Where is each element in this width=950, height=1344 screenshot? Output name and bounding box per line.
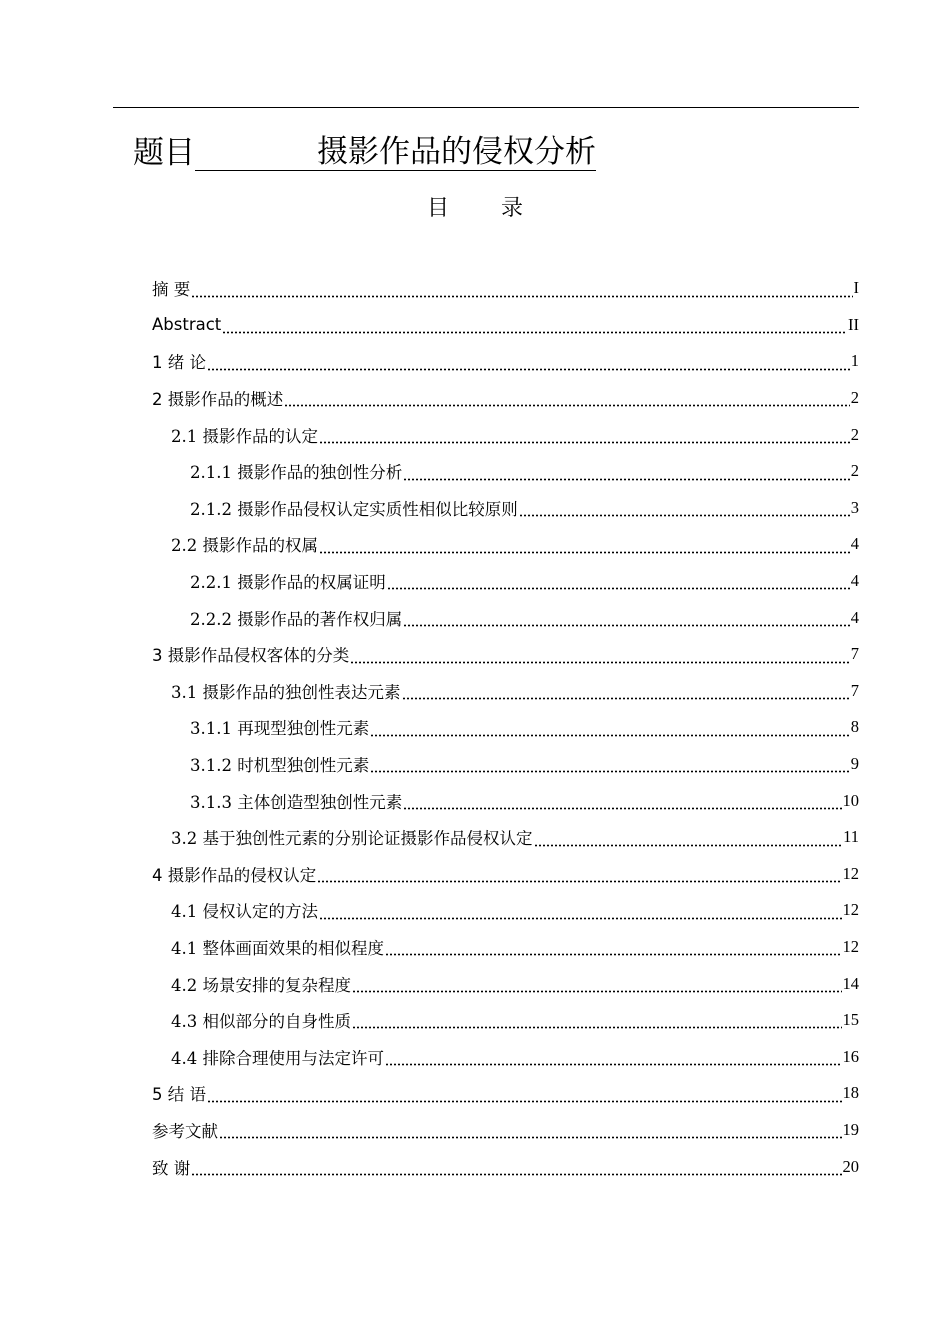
toc-dot-leader (385, 1048, 842, 1066)
toc-entry[interactable] (152, 819, 859, 856)
toc-entry[interactable] (152, 453, 859, 490)
toc-dot-leader (370, 719, 850, 737)
toc-entry-title: 2.1.1 摄影作品的独创性分析 (190, 463, 403, 483)
toc-entry[interactable] (152, 416, 859, 453)
toc-entry-title: 1 绪 论 (152, 353, 206, 373)
toc-dot-leader (191, 1158, 841, 1176)
toc-dot-leader (403, 609, 850, 627)
toc-dot-leader (319, 536, 850, 554)
toc-entry-page: 7 (850, 644, 859, 664)
toc-entry-page: 2 (850, 424, 859, 444)
toc-entry-page: 4 (850, 571, 859, 591)
toc-entry-page: 12 (842, 900, 859, 920)
toc-entry-title: 5 结 语 (152, 1085, 206, 1105)
toc-entry[interactable] (152, 856, 859, 893)
toc-entry[interactable] (152, 636, 859, 673)
toc-dot-leader (350, 646, 850, 664)
toc-entry-title: 4.1 整体画面效果的相似程度 (171, 938, 384, 958)
toc-dot-leader (284, 389, 850, 407)
toc-entry-page: 20 (842, 1156, 859, 1176)
toc-entry-title: 摘 要 (152, 280, 191, 300)
toc-heading: 目录 (426, 196, 575, 221)
toc-dot-leader (222, 316, 847, 334)
toc-entry-page: 10 (842, 790, 859, 810)
toc-entry[interactable] (152, 673, 859, 710)
toc-entry[interactable] (152, 782, 859, 819)
toc-entry[interactable] (152, 1148, 859, 1185)
toc-entry[interactable] (152, 526, 859, 563)
toc-entry-title: 2.2.1 摄影作品的权属证明 (190, 573, 386, 593)
toc-entry-title: 3.2 基于独创性元素的分别论证摄影作品侵权认定 (171, 829, 533, 849)
toc-entry-title: 3.1 摄影作品的独创性表达元素 (171, 682, 401, 702)
toc-dot-leader (519, 499, 850, 517)
toc-entry[interactable] (152, 965, 859, 1002)
toc-entry-title: 4.1 侵权认定的方法 (171, 902, 318, 922)
toc-dot-leader (219, 1121, 842, 1139)
toc-dot-leader (207, 1085, 842, 1103)
toc-entry-page: 8 (850, 717, 859, 737)
toc-dot-leader (352, 975, 842, 993)
toc-entry-page: II (848, 314, 859, 334)
toc-entry[interactable] (152, 929, 859, 966)
toc-dot-leader (403, 463, 850, 481)
toc-entry[interactable] (152, 1075, 859, 1112)
toc-entry[interactable] (152, 270, 859, 307)
toc-dot-leader (387, 572, 850, 590)
toc-entry-title: 4.2 场景安排的复杂程度 (171, 975, 351, 995)
toc-entry-title: 4.3 相似部分的自身性质 (171, 1012, 351, 1032)
toc-entry-title: 2.2.2 摄影作品的著作权归属 (190, 609, 403, 629)
thesis-title-line (133, 132, 596, 174)
toc-entry-title: Abstract (152, 315, 222, 335)
toc-entry[interactable] (152, 563, 859, 600)
toc-dot-leader (319, 426, 850, 444)
toc-entry[interactable] (152, 1112, 859, 1149)
toc-entry-page: I (853, 278, 859, 298)
toc-entry-title: 2.1 摄影作品的认定 (171, 426, 318, 446)
toc-entry-page: 12 (842, 863, 859, 883)
toc-entry-title: 2.1.2 摄影作品侵权认定实质性相似比较原则 (190, 499, 518, 519)
toc-entry-page: 3 (850, 497, 859, 517)
thesis-title: 摄影作品的侵权分析 (317, 134, 596, 170)
toc-entry-page: 12 (842, 936, 859, 956)
toc-entry-title: 2.2 摄影作品的权属 (171, 536, 318, 556)
toc-entry-title: 3.1.3 主体创造型独创性元素 (190, 792, 403, 812)
toc-dot-leader (534, 829, 843, 847)
toc-entry-page: 18 (842, 1083, 859, 1103)
table-of-contents (152, 270, 859, 1185)
toc-entry-title: 4.4 排除合理使用与法定许可 (171, 1048, 384, 1068)
toc-entry-page: 19 (842, 1119, 859, 1139)
toc-entry[interactable] (152, 709, 859, 746)
toc-entry-page: 1 (850, 351, 859, 371)
toc-dot-leader (207, 353, 850, 371)
toc-entry-title: 2 摄影作品的概述 (152, 390, 284, 410)
toc-entry[interactable] (152, 490, 859, 527)
toc-entry[interactable] (152, 380, 859, 417)
toc-entry-page: 2 (850, 461, 859, 481)
toc-entry[interactable] (152, 892, 859, 929)
toc-entry-page: 7 (850, 680, 859, 700)
toc-dot-leader (191, 280, 852, 298)
title-label: 题目 (133, 135, 195, 171)
toc-entry-title: 3 摄影作品侵权客体的分类 (152, 646, 350, 666)
toc-dot-leader (319, 902, 842, 920)
toc-entry-title: 致 谢 (152, 1158, 191, 1178)
toc-dot-leader (403, 792, 841, 810)
toc-entry-title: 3.1.2 时机型独创性元素 (190, 756, 370, 776)
toc-entry-page: 16 (842, 1046, 859, 1066)
toc-entry-page: 4 (850, 534, 859, 554)
toc-entry-page: 4 (850, 607, 859, 627)
toc-dot-leader (352, 1011, 842, 1029)
toc-dot-leader (402, 682, 850, 700)
toc-dot-leader (370, 755, 850, 773)
toc-dot-leader (385, 938, 842, 956)
toc-entry[interactable] (152, 1038, 859, 1075)
toc-entry[interactable] (152, 1002, 859, 1039)
title-underline (195, 132, 596, 171)
toc-entry-page: 9 (850, 754, 859, 774)
toc-entry-title: 3.1.1 再现型独创性元素 (190, 719, 370, 739)
toc-entry-page: 11 (843, 827, 859, 847)
header-rule (113, 107, 859, 108)
toc-entry-title: 4 摄影作品的侵权认定 (152, 865, 317, 885)
toc-entry[interactable] (152, 343, 859, 380)
toc-entry-page: 14 (842, 973, 859, 993)
toc-entry-title: 参考文献 (152, 1121, 218, 1141)
toc-entry[interactable] (152, 746, 859, 783)
toc-entry[interactable] (152, 599, 859, 636)
toc-entry-page: 15 (842, 1010, 859, 1030)
toc-entry-page: 2 (850, 388, 859, 408)
toc-entry[interactable] (152, 307, 859, 344)
toc-dot-leader (317, 865, 841, 883)
